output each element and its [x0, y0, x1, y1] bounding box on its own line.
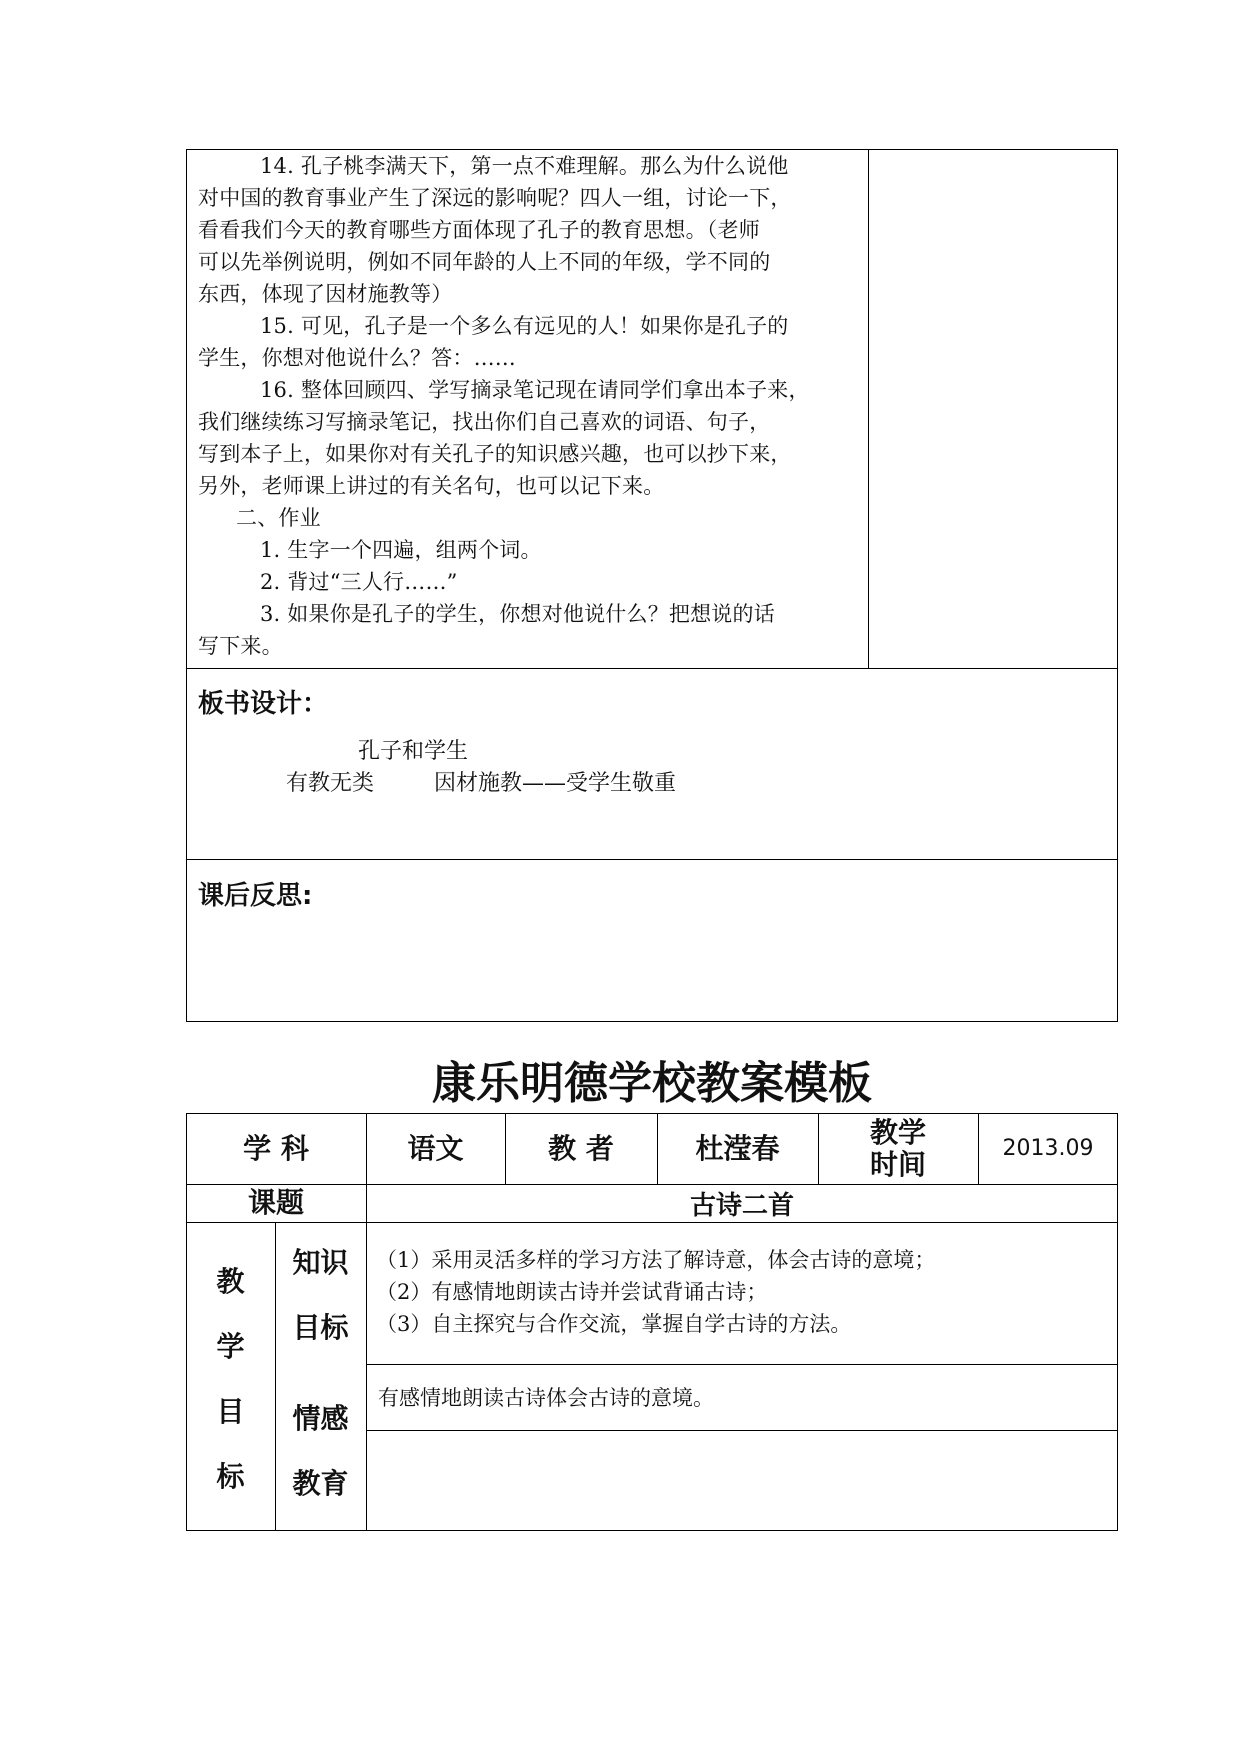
knowledge-label-line: 知识 — [292, 1246, 349, 1279]
goals-label-char: 目 — [216, 1395, 245, 1428]
step-line: 对中国的教育事业产生了深远的影响呢？四人一组，讨论一下， — [198, 186, 792, 210]
emotion-label-line: 情感 — [292, 1402, 349, 1435]
step-line: 东西，体现了因材施教等） — [198, 282, 453, 306]
step-line: 写到本子上，如果你对有关孔子的知识感兴趣，也可以抄下来， — [198, 442, 792, 466]
homework-item: 1. 生字一个四遍，组两个词。 — [260, 538, 542, 562]
row-divider — [366, 1364, 1118, 1365]
step-line: 16. 整体回顾四、学写摘录笔记现在请同学们拿出本子来， — [260, 378, 810, 402]
step-line: 可以先举例说明，例如不同年龄的人上不同的年级，学不同的 — [198, 250, 771, 274]
knowledge-goals — [376, 1244, 935, 1340]
goals-label-char: 学 — [216, 1330, 245, 1363]
step-line: 14. 孔子桃李满天下，第一点不难理解。那么为什么说他 — [260, 154, 789, 178]
homework-item: 写下来。 — [198, 634, 283, 658]
step-line: 看看我们今天的教育哪些方面体现了孔子的教育思想。（老师 — [198, 218, 760, 242]
board-line-title: 孔子和学生 — [358, 739, 469, 764]
step-line: 我们继续练习写摘录笔记，找出你们自己喜欢的词语、句子， — [198, 410, 771, 434]
emotion-label-line: 教育 — [292, 1467, 349, 1500]
board-line-right: 因材施教——受学生敬重 — [434, 771, 677, 796]
topic-label: 课题 — [247, 1186, 304, 1219]
step-line: 学生，你想对他说什么？答：…… — [198, 346, 516, 370]
time-label-line: 教学 — [869, 1116, 926, 1149]
row-divider — [366, 1430, 1118, 1431]
lesson-steps — [198, 150, 864, 662]
time-label — [818, 1113, 978, 1184]
column-divider — [868, 149, 869, 669]
emotion-text: 有感情地朗读古诗体会古诗的意境。 — [378, 1386, 714, 1410]
board-line-left: 有教无类 — [286, 771, 375, 796]
row-divider — [186, 668, 1118, 669]
homework-item: 2. 背过“三人行……” — [260, 570, 458, 594]
reflection-heading: 课后反思: — [198, 881, 313, 911]
homework-heading: 二、作业 — [236, 506, 321, 530]
step-line: 另外，老师课上讲过的有关名句，也可以记下来。 — [198, 474, 665, 498]
topic-value: 古诗二首 — [689, 1190, 794, 1221]
time-label-line: 时间 — [869, 1148, 926, 1181]
goals-label-char: 教 — [216, 1265, 245, 1298]
knowledge-item: （1）采用灵活多样的学习方法了解诗意，体会古诗的意境； — [376, 1248, 936, 1272]
homework-item: 3. 如果你是孔子的学生，你想对他说什么？把想说的话 — [260, 602, 775, 626]
subject-label: 学 科 — [243, 1131, 309, 1165]
subject-value: 语文 — [407, 1131, 464, 1165]
knowledge-item: （3）自主探究与合作交流，掌握自学古诗的方法。 — [376, 1312, 852, 1336]
board-design-heading: 板书设计： — [198, 689, 329, 719]
knowledge-item: （2）有感情地朗读古诗并尝试背诵古诗； — [376, 1280, 768, 1304]
teacher-label: 教 者 — [548, 1131, 614, 1165]
template-title: 康乐明德学校教案模板 — [432, 1058, 872, 1109]
goals-label-char: 标 — [216, 1460, 245, 1493]
knowledge-label-line: 目标 — [292, 1311, 349, 1344]
row-divider — [186, 1222, 1118, 1223]
row-divider — [186, 859, 1118, 860]
step-line: 15. 可见，孔子是一个多么有远见的人！如果你是孔子的 — [260, 314, 789, 338]
time-value: 2013.09 — [1002, 1136, 1094, 1161]
teacher-value: 杜滢春 — [695, 1131, 780, 1165]
